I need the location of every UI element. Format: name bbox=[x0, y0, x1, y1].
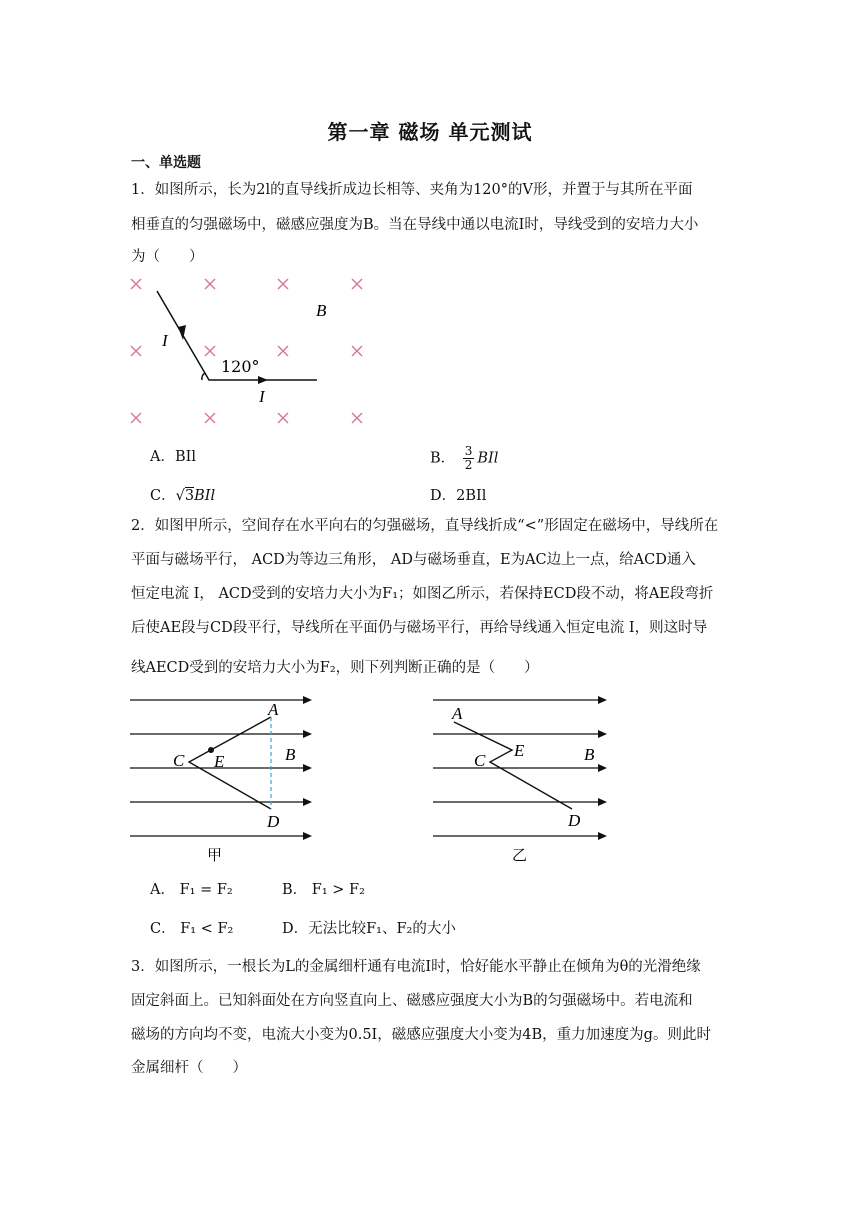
label-b: B bbox=[285, 745, 296, 764]
q1-option-c[interactable]: C．√3BIl bbox=[150, 488, 216, 504]
q2-option-c[interactable]: C． F₁ < F₂ bbox=[150, 921, 234, 937]
q1-option-c-expr: BIl bbox=[194, 488, 216, 504]
label-c: C bbox=[173, 751, 185, 770]
q1-option-b-expr: BIl bbox=[477, 450, 499, 467]
fraction-denominator: 2 bbox=[464, 458, 473, 472]
label-c: C bbox=[474, 751, 486, 770]
q2-option-b[interactable]: B． F₁ > F₂ bbox=[282, 882, 365, 898]
label-d: D bbox=[267, 812, 280, 831]
q2-line-5: 线AECD受到的安培力大小为F₂，则下列判断正确的是（ ） bbox=[131, 660, 539, 676]
caption-yi: 乙 bbox=[512, 846, 528, 863]
label-e: E bbox=[214, 752, 225, 771]
q3-line-2: 固定斜面上。已知斜面处在方向竖直向上、磁感应强度大小为B的匀强磁场中。若电流和 bbox=[131, 993, 693, 1009]
q1-figure bbox=[120, 268, 390, 438]
q3-line-4: 金属细杆（ ） bbox=[131, 1060, 247, 1076]
q1-option-d[interactable]: D．2BIl bbox=[430, 488, 487, 504]
page-title: 第一章 磁场 单元测试 bbox=[327, 120, 533, 144]
fraction bbox=[463, 445, 475, 472]
q2-option-a[interactable]: A． F₁ = F₂ bbox=[150, 882, 233, 898]
q2-line-3: 恒定电流 I， ACD受到的安培力大小为F₁；如图乙所示，若保持ECD段不动，将AE段弯折 bbox=[131, 586, 714, 602]
q1-option-c-prefix: C． bbox=[150, 488, 176, 504]
q2-figure-yi bbox=[428, 688, 618, 863]
current-arrow-icon bbox=[258, 376, 268, 384]
q3-line-1: 3．如图所示，一根长为L的金属细杆通有电流I时，恰好能水平静止在倾角为θ的光滑绝缘 bbox=[131, 959, 701, 975]
label-a: A bbox=[452, 704, 463, 723]
wire-aecd bbox=[454, 722, 572, 809]
q1-option-b-prefix: B． bbox=[430, 450, 456, 467]
q2-line-1: 2．如图甲所示，空间存在水平向右的匀强磁场，直导线折成“<”形固定在磁场中，导线所在 bbox=[131, 518, 719, 534]
label-a: A bbox=[268, 700, 279, 719]
arrow-icon bbox=[303, 696, 312, 840]
arrow-icon bbox=[598, 696, 607, 840]
section-heading: 一、单选题 bbox=[131, 155, 201, 171]
q2-line-2: 平面与磁场平行， ACD为等边三角形， AD与磁场垂直，E为AC边上一点，给ACD通入 bbox=[131, 552, 696, 568]
caption-jia: 甲 bbox=[207, 846, 223, 863]
label-i-1: I bbox=[162, 331, 168, 350]
label-b: B bbox=[584, 745, 595, 764]
q2-line-4: 后使AE段与CD段平行，导线所在平面仍与磁场平行，再给导线通入恒定电流 I，则这时导 bbox=[131, 620, 708, 636]
label-e: E bbox=[514, 741, 525, 760]
q1-line-2: 相垂直的匀强磁场中，磁感应强度为B。当在导线中通以电流I时，导线受到的安培力大小 bbox=[131, 217, 699, 233]
fraction-numerator: 3 bbox=[464, 444, 473, 458]
magnetic-field-crosses bbox=[131, 279, 362, 423]
wire-acd bbox=[189, 717, 271, 809]
radicand: 3 bbox=[184, 488, 195, 504]
q3-line-3: 磁场的方向均不变，电流大小变为0.5I，磁感应强度大小变为4B，重力加速度为g。则此时 bbox=[131, 1027, 711, 1043]
label-i-2: I bbox=[259, 387, 265, 406]
q1-option-a[interactable]: A．BIl bbox=[150, 449, 196, 465]
q2-figure-jia bbox=[125, 688, 325, 863]
q2-option-d[interactable]: D．无法比较F₁、F₂的大小 bbox=[282, 921, 456, 937]
q1-line-1: 1．如图所示，长为2l的直导线折成边长相等、夹角为120°的V形，并置于与其所在平面 bbox=[131, 182, 693, 198]
q1-line-3: 为（ ） bbox=[131, 249, 204, 265]
q1-option-b[interactable] bbox=[430, 445, 498, 472]
label-b: B bbox=[316, 301, 327, 320]
angle-label: 120° bbox=[221, 357, 260, 376]
label-d: D bbox=[568, 811, 581, 830]
